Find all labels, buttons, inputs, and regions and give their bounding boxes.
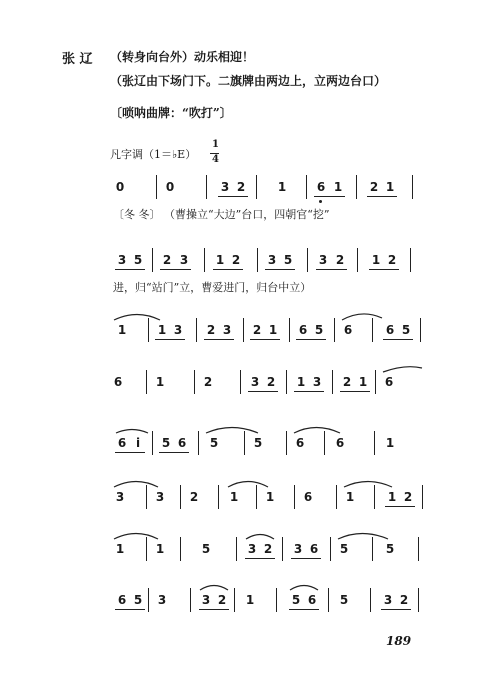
barline	[234, 588, 235, 612]
tie	[344, 482, 392, 488]
barline	[240, 370, 241, 394]
barline	[152, 431, 153, 455]
beam	[289, 609, 319, 610]
note: 1	[296, 375, 306, 389]
note: 6	[113, 375, 123, 389]
note: 6	[343, 323, 353, 337]
tie	[116, 430, 148, 434]
beam	[115, 609, 145, 610]
barline	[294, 485, 295, 509]
barline	[307, 248, 308, 272]
barline	[244, 431, 245, 455]
stage-direction-1: （转身向台外）动乐相迎！	[110, 50, 255, 64]
barline	[410, 248, 411, 272]
note: 2	[206, 323, 216, 337]
note: 2	[263, 542, 273, 556]
tie	[294, 428, 340, 434]
barline	[286, 370, 287, 394]
barline	[148, 318, 149, 342]
note: 5	[133, 593, 143, 607]
tie	[228, 482, 268, 488]
percussion-and-direction: 〔冬 冬〕 （曹操立“大边”台口，四朝官“挖”	[113, 208, 330, 221]
barline	[180, 537, 181, 561]
barline	[372, 318, 373, 342]
note: 6	[177, 436, 187, 450]
note: 3	[267, 253, 277, 267]
note: 2	[189, 490, 199, 504]
barline	[204, 248, 205, 272]
barline	[418, 588, 419, 612]
note: 1	[229, 490, 239, 504]
note: 6	[335, 436, 345, 450]
barline	[324, 431, 325, 455]
time-sig-denominator: 4	[212, 154, 219, 165]
note: 5	[339, 542, 349, 556]
note: 2	[369, 180, 379, 194]
note: 2	[399, 593, 409, 607]
beam	[245, 558, 275, 559]
time-sig-numerator: 1	[212, 139, 219, 150]
note: 1	[155, 542, 165, 556]
note: 1	[371, 253, 381, 267]
note: 0	[165, 180, 175, 194]
tie	[114, 482, 158, 488]
barline	[422, 485, 423, 509]
beam	[199, 609, 229, 610]
beam	[314, 196, 345, 197]
note: 1	[155, 375, 165, 389]
barline	[196, 318, 197, 342]
note: 0	[115, 180, 125, 194]
note: 2	[203, 375, 213, 389]
note: 6	[316, 180, 326, 194]
beam	[296, 339, 326, 340]
note: 3	[115, 490, 125, 504]
low-octave-dot	[319, 200, 322, 203]
note: 5	[291, 593, 301, 607]
note: 3	[173, 323, 183, 337]
note: 2	[236, 180, 246, 194]
barline	[332, 370, 333, 394]
barline	[180, 485, 181, 509]
note: 3	[293, 542, 303, 556]
note: 6	[307, 593, 317, 607]
note: 1	[117, 323, 127, 337]
note: 3	[312, 375, 322, 389]
note: 1	[385, 180, 395, 194]
beam	[369, 269, 399, 270]
beam	[218, 196, 248, 197]
note: 3	[220, 180, 230, 194]
beam	[385, 506, 415, 507]
note: 5	[133, 253, 143, 267]
note: 6	[385, 323, 395, 337]
note: 3	[383, 593, 393, 607]
note: 5	[314, 323, 324, 337]
role-name: 张 辽	[62, 52, 93, 67]
note: 6	[117, 436, 127, 450]
note: 6	[295, 436, 305, 450]
beam	[316, 269, 347, 270]
beam	[294, 391, 324, 392]
note: 5	[385, 542, 395, 556]
barline	[256, 175, 257, 199]
note: 1	[387, 490, 397, 504]
tune-title: 〔唢呐曲牌：“吹打”〕	[110, 106, 232, 120]
note: 1	[115, 542, 125, 556]
note: 2	[266, 375, 276, 389]
barline	[334, 318, 335, 342]
note: 6	[303, 490, 313, 504]
beam	[291, 558, 321, 559]
barline	[374, 485, 375, 509]
beam	[383, 339, 413, 340]
beam	[250, 339, 280, 340]
note: 2	[335, 253, 345, 267]
barline	[375, 370, 376, 394]
beam	[367, 196, 397, 197]
key-signature: 凡字调（1＝♭E）	[110, 148, 197, 161]
note: 6	[117, 593, 127, 607]
tie	[383, 367, 422, 372]
note: 5	[283, 253, 293, 267]
barline	[306, 175, 307, 199]
note: 6	[298, 323, 308, 337]
note: 6	[384, 375, 394, 389]
note: 5	[401, 323, 411, 337]
barline	[356, 175, 357, 199]
barline	[372, 537, 373, 561]
note: 1	[345, 490, 355, 504]
tie	[114, 534, 158, 540]
beam	[213, 269, 243, 270]
tie	[246, 535, 274, 540]
barline	[357, 248, 358, 272]
tie	[114, 315, 160, 321]
barline	[276, 588, 277, 612]
tie	[290, 586, 318, 591]
note: 3	[222, 323, 232, 337]
stage-direction-2: （张辽由下场门下。二旗牌由两边上，立两边台口）	[110, 74, 387, 88]
note: 1	[358, 375, 368, 389]
barline	[243, 318, 244, 342]
barline	[152, 248, 153, 272]
barline	[236, 537, 237, 561]
barline	[256, 485, 257, 509]
beam	[248, 391, 278, 392]
note: 3	[117, 253, 127, 267]
beam	[340, 391, 370, 392]
note: 3	[179, 253, 189, 267]
page-number: 189	[386, 634, 412, 648]
barline	[146, 485, 147, 509]
note: 3	[157, 593, 167, 607]
beam	[115, 269, 145, 270]
note: 3	[201, 593, 211, 607]
beam	[381, 609, 411, 610]
beam	[159, 452, 189, 453]
note: 5	[209, 436, 219, 450]
beam	[160, 269, 191, 270]
note: 1	[245, 593, 255, 607]
barline	[146, 370, 147, 394]
barline	[194, 370, 195, 394]
note: 2	[403, 490, 413, 504]
tie	[338, 534, 388, 540]
note: 1	[157, 323, 167, 337]
note: 5	[161, 436, 171, 450]
note: 1	[385, 436, 395, 450]
beam	[115, 452, 145, 453]
note: 6	[309, 542, 319, 556]
note: i	[135, 436, 141, 450]
note: 3	[318, 253, 328, 267]
note: 3	[247, 542, 257, 556]
barline	[190, 588, 191, 612]
barline	[206, 175, 207, 199]
barline	[289, 318, 290, 342]
note: 2	[162, 253, 172, 267]
note: 5	[339, 593, 349, 607]
note: 5	[253, 436, 263, 450]
barline	[282, 537, 283, 561]
barline	[374, 431, 375, 455]
note: 1	[333, 180, 343, 194]
tie	[200, 586, 228, 591]
barline	[328, 588, 329, 612]
beam	[155, 339, 185, 340]
note: 3	[250, 375, 260, 389]
beam	[265, 269, 295, 270]
barline	[420, 318, 421, 342]
barline	[156, 175, 157, 199]
note: 2	[387, 253, 397, 267]
note: 2	[342, 375, 352, 389]
beam	[204, 339, 234, 340]
barline	[218, 485, 219, 509]
barline	[330, 537, 331, 561]
tie	[206, 428, 258, 434]
tie	[342, 314, 382, 320]
barline	[412, 175, 413, 199]
barline	[286, 431, 287, 455]
note: 5	[201, 542, 211, 556]
note: 1	[215, 253, 225, 267]
note: 1	[265, 490, 275, 504]
barline	[370, 588, 371, 612]
barline	[336, 485, 337, 509]
note: 2	[217, 593, 227, 607]
note: 2	[231, 253, 241, 267]
barline	[198, 431, 199, 455]
note: 1	[268, 323, 278, 337]
note: 3	[155, 490, 165, 504]
barline	[418, 537, 419, 561]
barline	[146, 537, 147, 561]
note: 1	[277, 180, 287, 194]
stage-direction-3: 进，归“站门”立，曹爱进门，归台中立）	[113, 281, 312, 294]
barline	[148, 588, 149, 612]
note: 2	[252, 323, 262, 337]
barline	[257, 248, 258, 272]
